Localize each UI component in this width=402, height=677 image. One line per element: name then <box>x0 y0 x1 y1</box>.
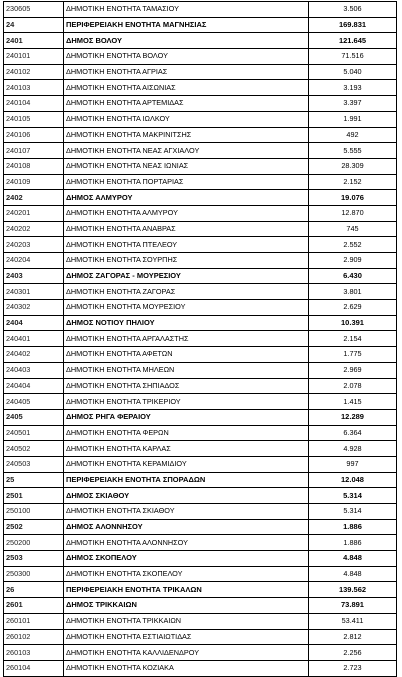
row-name: ΔΗΜΟΣ ΤΡΙΚΚΑΙΩΝ <box>64 598 309 614</box>
row-code: 240108 <box>4 158 64 174</box>
row-name: ΔΗΜΟΤΙΚΗ ΕΝΟΤΗΤΑ ΕΣΤΙΑΙΩΤΙΔΑΣ <box>64 629 309 645</box>
row-value: 2.154 <box>309 331 397 347</box>
row-name: ΔΗΜΟΤΙΚΗ ΕΝΟΤΗΤΑ ΑΓΡΙΑΣ <box>64 64 309 80</box>
population-table-body <box>4 2 397 677</box>
row-value: 2.078 <box>309 378 397 394</box>
row-name: ΔΗΜΟΤΙΚΗ ΕΝΟΤΗΤΑ ΣΚΟΠΕΛΟΥ <box>64 566 309 582</box>
row-value: 2.909 <box>309 253 397 269</box>
row-value: 73.891 <box>309 598 397 614</box>
table-row <box>4 456 397 472</box>
table-row <box>4 645 397 661</box>
table-row <box>4 535 397 551</box>
row-name: ΔΗΜΟΤΙΚΗ ΕΝΟΤΗΤΑ ΑΡΓΑΛΑΣΤΗΣ <box>64 331 309 347</box>
row-code: 2403 <box>4 268 64 284</box>
row-name: ΔΗΜΟΤΙΚΗ ΕΝΟΤΗΤΑ ΝΕΑΣ ΑΓΧΙΑΛΟΥ <box>64 143 309 159</box>
table-row-subtotal <box>4 472 397 488</box>
row-value: 2.152 <box>309 174 397 190</box>
row-name: ΔΗΜΟΤΙΚΗ ΕΝΟΤΗΤΑ ΚΑΛΛΙΔΕΝΔΡΟΥ <box>64 645 309 661</box>
row-code: 240106 <box>4 127 64 143</box>
row-value: 1.991 <box>309 111 397 127</box>
row-name: ΔΗΜΟΤΙΚΗ ΕΝΟΤΗΤΑ ΑΡΤΕΜΙΔΑΣ <box>64 96 309 112</box>
row-code: 2404 <box>4 315 64 331</box>
row-code: 240402 <box>4 347 64 363</box>
row-code: 2501 <box>4 488 64 504</box>
row-name: ΔΗΜΟΤΙΚΗ ΕΝΟΤΗΤΑ ΖΑΓΟΡΑΣ <box>64 284 309 300</box>
table-row <box>4 504 397 520</box>
row-value: 3.801 <box>309 284 397 300</box>
row-name: ΔΗΜΟΣ ΡΗΓΑ ΦΕΡΑΙΟΥ <box>64 409 309 425</box>
table-row <box>4 143 397 159</box>
table-row <box>4 127 397 143</box>
row-code: 2503 <box>4 551 64 567</box>
row-name: ΔΗΜΟΤΙΚΗ ΕΝΟΤΗΤΑ ΠΤΕΛΕΟΥ <box>64 237 309 253</box>
row-code: 240403 <box>4 362 64 378</box>
row-code: 250200 <box>4 535 64 551</box>
table-row <box>4 331 397 347</box>
row-name: ΔΗΜΟΤΙΚΗ ΕΝΟΤΗΤΑ ΒΟΛΟΥ <box>64 49 309 65</box>
table-row-subtotal <box>4 551 397 567</box>
row-code: 240404 <box>4 378 64 394</box>
row-value: 12.048 <box>309 472 397 488</box>
table-row-subtotal <box>4 582 397 598</box>
row-value: 492 <box>309 127 397 143</box>
row-code: 240103 <box>4 80 64 96</box>
table-row <box>4 49 397 65</box>
table-row <box>4 237 397 253</box>
table-row <box>4 96 397 112</box>
row-name: ΔΗΜΟΤΙΚΗ ΕΝΟΤΗΤΑ ΚΟΖΙΑΚΑ <box>64 660 309 676</box>
row-name: ΠΕΡΙΦΕΡΕΙΑΚΗ ΕΝΟΤΗΤΑ ΜΑΓΝΗΣΙΑΣ <box>64 17 309 33</box>
row-value: 6.430 <box>309 268 397 284</box>
row-code: 240104 <box>4 96 64 112</box>
row-code: 240503 <box>4 456 64 472</box>
row-value: 2.629 <box>309 300 397 316</box>
table-row <box>4 378 397 394</box>
row-value: 1.775 <box>309 347 397 363</box>
population-table <box>3 1 397 677</box>
row-code: 240201 <box>4 205 64 221</box>
table-row <box>4 629 397 645</box>
row-name: ΔΗΜΟΤΙΚΗ ΕΝΟΤΗΤΑ ΤΡΙΚΕΡΙΟΥ <box>64 394 309 410</box>
row-code: 240203 <box>4 237 64 253</box>
row-code: 2502 <box>4 519 64 535</box>
table-row <box>4 613 397 629</box>
row-name: ΔΗΜΟΣ ΝΟΤΙΟΥ ΠΗΛΙΟΥ <box>64 315 309 331</box>
table-row-subtotal <box>4 268 397 284</box>
row-value: 53.411 <box>309 613 397 629</box>
row-name: ΔΗΜΟΤΙΚΗ ΕΝΟΤΗΤΑ ΝΕΑΣ ΙΩΝΙΑΣ <box>64 158 309 174</box>
row-name: ΔΗΜΟΤΙΚΗ ΕΝΟΤΗΤΑ ΤΑΜΑΣΙΟΥ <box>64 2 309 18</box>
row-code: 240204 <box>4 253 64 269</box>
row-code: 240405 <box>4 394 64 410</box>
row-name: ΔΗΜΟΣ ΑΛΟΝΝΗΣΟΥ <box>64 519 309 535</box>
row-name: ΔΗΜΟΤΙΚΗ ΕΝΟΤΗΤΑ ΙΩΛΚΟΥ <box>64 111 309 127</box>
row-code: 2601 <box>4 598 64 614</box>
row-name: ΔΗΜΟΤΙΚΗ ΕΝΟΤΗΤΑ ΑΙΣΩΝΙΑΣ <box>64 80 309 96</box>
row-value: 5.040 <box>309 64 397 80</box>
table-row <box>4 362 397 378</box>
row-name: ΔΗΜΟΤΙΚΗ ΕΝΟΤΗΤΑ ΠΟΡΤΑΡΙΑΣ <box>64 174 309 190</box>
row-name: ΔΗΜΟΣ ΖΑΓΟΡΑΣ - ΜΟΥΡΕΣΙΟΥ <box>64 268 309 284</box>
row-value: 2.256 <box>309 645 397 661</box>
row-value: 5.314 <box>309 488 397 504</box>
row-value: 5.555 <box>309 143 397 159</box>
row-code: 240107 <box>4 143 64 159</box>
row-code: 25 <box>4 472 64 488</box>
row-code: 260102 <box>4 629 64 645</box>
row-value: 3.193 <box>309 80 397 96</box>
row-code: 240501 <box>4 425 64 441</box>
row-value: 3.506 <box>309 2 397 18</box>
row-value: 169.831 <box>309 17 397 33</box>
row-value: 745 <box>309 221 397 237</box>
table-row-subtotal <box>4 17 397 33</box>
row-value: 1.886 <box>309 519 397 535</box>
row-code: 26 <box>4 582 64 598</box>
table-row-subtotal <box>4 33 397 49</box>
row-name: ΔΗΜΟΣ ΒΟΛΟΥ <box>64 33 309 49</box>
table-row <box>4 300 397 316</box>
row-value: 1.886 <box>309 535 397 551</box>
table-row <box>4 394 397 410</box>
row-value: 19.076 <box>309 190 397 206</box>
row-code: 24 <box>4 17 64 33</box>
row-code: 240102 <box>4 64 64 80</box>
table-row <box>4 174 397 190</box>
row-code: 250100 <box>4 504 64 520</box>
row-name: ΔΗΜΟΤΙΚΗ ΕΝΟΤΗΤΑ ΜΗΛΕΩΝ <box>64 362 309 378</box>
table-row <box>4 347 397 363</box>
table-row-subtotal <box>4 315 397 331</box>
row-value: 12.289 <box>309 409 397 425</box>
row-code: 2405 <box>4 409 64 425</box>
row-code: 240401 <box>4 331 64 347</box>
row-value: 2.812 <box>309 629 397 645</box>
table-row <box>4 158 397 174</box>
row-value: 6.364 <box>309 425 397 441</box>
row-code: 240202 <box>4 221 64 237</box>
table-row-subtotal <box>4 488 397 504</box>
table-row <box>4 566 397 582</box>
row-name: ΠΕΡΙΦΕΡΕΙΑΚΗ ΕΝΟΤΗΤΑ ΣΠΟΡΑΔΩΝ <box>64 472 309 488</box>
row-code: 250300 <box>4 566 64 582</box>
row-value: 4.848 <box>309 566 397 582</box>
row-code: 240101 <box>4 49 64 65</box>
row-name: ΠΕΡΙΦΕΡΕΙΑΚΗ ΕΝΟΤΗΤΑ ΤΡΙΚΑΛΩΝ <box>64 582 309 598</box>
row-code: 240105 <box>4 111 64 127</box>
row-name: ΔΗΜΟΤΙΚΗ ΕΝΟΤΗΤΑ ΑΦΕΤΩΝ <box>64 347 309 363</box>
row-name: ΔΗΜΟΣ ΣΚΟΠΕΛΟΥ <box>64 551 309 567</box>
row-name: ΔΗΜΟΤΙΚΗ ΕΝΟΤΗΤΑ ΑΛΟΝΝΗΣΟΥ <box>64 535 309 551</box>
row-name: ΔΗΜΟΤΙΚΗ ΕΝΟΤΗΤΑ ΦΕΡΩΝ <box>64 425 309 441</box>
row-value: 2.552 <box>309 237 397 253</box>
table-row <box>4 660 397 676</box>
table-row-subtotal <box>4 598 397 614</box>
table-row <box>4 205 397 221</box>
row-name: ΔΗΜΟΣ ΣΚΙΑΘΟΥ <box>64 488 309 504</box>
table-row <box>4 64 397 80</box>
row-value: 12.870 <box>309 205 397 221</box>
table-row-subtotal <box>4 190 397 206</box>
table-row <box>4 425 397 441</box>
row-value: 4.848 <box>309 551 397 567</box>
row-code: 240302 <box>4 300 64 316</box>
table-row <box>4 441 397 457</box>
row-code: 240109 <box>4 174 64 190</box>
table-row <box>4 2 397 18</box>
table-row <box>4 80 397 96</box>
row-code: 2402 <box>4 190 64 206</box>
row-name: ΔΗΜΟΤΙΚΗ ΕΝΟΤΗΤΑ ΣΚΙΑΘΟΥ <box>64 504 309 520</box>
row-name: ΔΗΜΟΤΙΚΗ ΕΝΟΤΗΤΑ ΤΡΙΚΚΑΙΩΝ <box>64 613 309 629</box>
row-code: 260101 <box>4 613 64 629</box>
row-value: 4.928 <box>309 441 397 457</box>
row-value: 71.516 <box>309 49 397 65</box>
row-value: 1.415 <box>309 394 397 410</box>
row-value: 5.314 <box>309 504 397 520</box>
row-name: ΔΗΜΟΤΙΚΗ ΕΝΟΤΗΤΑ ΚΕΡΑΜΙΔΙΟΥ <box>64 456 309 472</box>
row-name: ΔΗΜΟΤΙΚΗ ΕΝΟΤΗΤΑ ΣΗΠΙΑΔΟΣ <box>64 378 309 394</box>
row-name: ΔΗΜΟΤΙΚΗ ΕΝΟΤΗΤΑ ΣΟΥΡΠΗΣ <box>64 253 309 269</box>
table-row <box>4 111 397 127</box>
row-value: 2.723 <box>309 660 397 676</box>
table-row <box>4 253 397 269</box>
row-code: 240301 <box>4 284 64 300</box>
table-row <box>4 284 397 300</box>
row-value: 139.562 <box>309 582 397 598</box>
row-code: 240502 <box>4 441 64 457</box>
row-name: ΔΗΜΟΤΙΚΗ ΕΝΟΤΗΤΑ ΑΝΑΒΡΑΣ <box>64 221 309 237</box>
row-code: 230605 <box>4 2 64 18</box>
table-row-subtotal <box>4 409 397 425</box>
row-value: 121.645 <box>309 33 397 49</box>
row-value: 997 <box>309 456 397 472</box>
row-value: 10.391 <box>309 315 397 331</box>
table-row <box>4 221 397 237</box>
row-value: 28.309 <box>309 158 397 174</box>
row-value: 2.969 <box>309 362 397 378</box>
row-code: 260103 <box>4 645 64 661</box>
row-name: ΔΗΜΟΤΙΚΗ ΕΝΟΤΗΤΑ ΜΑΚΡΙΝΙΤΣΗΣ <box>64 127 309 143</box>
row-name: ΔΗΜΟΤΙΚΗ ΕΝΟΤΗΤΑ ΚΑΡΛΑΣ <box>64 441 309 457</box>
row-name: ΔΗΜΟΣ ΑΛΜΥΡΟΥ <box>64 190 309 206</box>
row-code: 260104 <box>4 660 64 676</box>
row-value: 3.397 <box>309 96 397 112</box>
row-name: ΔΗΜΟΤΙΚΗ ΕΝΟΤΗΤΑ ΑΛΜΥΡΟΥ <box>64 205 309 221</box>
table-row-subtotal <box>4 519 397 535</box>
row-name: ΔΗΜΟΤΙΚΗ ΕΝΟΤΗΤΑ ΜΟΥΡΕΣΙΟΥ <box>64 300 309 316</box>
row-code: 2401 <box>4 33 64 49</box>
